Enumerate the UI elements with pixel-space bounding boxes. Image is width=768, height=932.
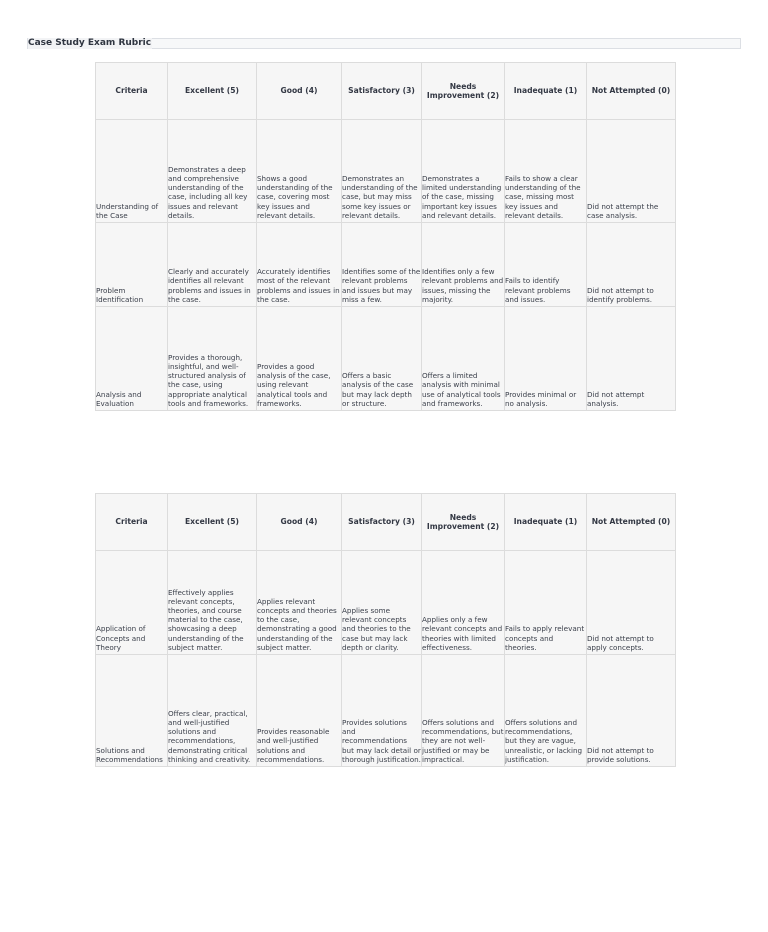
satisfactory-cell: Offers a basic analysis of the case but may lack depth or structure. (342, 307, 422, 411)
table-row (96, 551, 676, 655)
excellent-cell: Offers clear, practical, and well-justified solutions and recommendations, demonstrating critical thinking and creativity. (168, 655, 257, 767)
inadequate-cell: Provides minimal or no analysis. (505, 307, 587, 411)
inadequate-cell: Fails to apply relevant concepts and theories. (505, 551, 587, 655)
header-satisfactory: Satisfactory (3) (342, 63, 422, 120)
table-row (96, 307, 676, 411)
table-row (96, 120, 676, 223)
inadequate-cell: Offers solutions and recommendations, but they are vague, unrealistic, or lacking justification. (505, 655, 587, 767)
satisfactory-cell: Provides solutions and recommendations but may lack detail or thorough justification. (342, 655, 422, 767)
table-row (96, 223, 676, 307)
criteria-cell: Understanding of the Case (96, 120, 168, 223)
header-needs-improvement: Needs Improvement (2) (422, 494, 505, 551)
header-excellent: Excellent (5) (168, 494, 257, 551)
needs-improvement-cell: Offers solutions and recommendations, but they are not well-justified or may be impractical. (422, 655, 505, 767)
header-row (96, 63, 676, 120)
header-inadequate: Inadequate (1) (505, 494, 587, 551)
rubric-table-1 (95, 62, 676, 411)
good-cell: Provides reasonable and well-justified solutions and recommendations. (257, 655, 342, 767)
header-satisfactory: Satisfactory (3) (342, 494, 422, 551)
excellent-cell: Effectively applies relevant concepts, theories, and course material to the case, showcasing a deep understanding of the subject matter. (168, 551, 257, 655)
header-criteria: Criteria (96, 63, 168, 120)
header-not-attempted: Not Attempted (0) (587, 63, 676, 120)
criteria-cell: Solutions and Recommendations (96, 655, 168, 767)
criteria-cell: Analysis and Evaluation (96, 307, 168, 411)
criteria-cell: Problem Identification (96, 223, 168, 307)
inadequate-cell: Fails to identify relevant problems and issues. (505, 223, 587, 307)
not-attempted-cell: Did not attempt to provide solutions. (587, 655, 676, 767)
header-row (96, 494, 676, 551)
header-not-attempted: Not Attempted (0) (587, 494, 676, 551)
satisfactory-cell: Demonstrates an understanding of the case, but may miss some key issues or relevant details. (342, 120, 422, 223)
not-attempted-cell: Did not attempt the case analysis. (587, 120, 676, 223)
header-needs-improvement: Needs Improvement (2) (422, 63, 505, 120)
page-title: Case Study Exam Rubric (28, 38, 152, 48)
header-excellent: Excellent (5) (168, 63, 257, 120)
excellent-cell: Demonstrates a deep and comprehensive understanding of the case, including all key issues and relevant details. (168, 120, 257, 223)
not-attempted-cell: Did not attempt to apply concepts. (587, 551, 676, 655)
satisfactory-cell: Identifies some of the relevant problems and issues but may miss a few. (342, 223, 422, 307)
not-attempted-cell: Did not attempt to identify problems. (587, 223, 676, 307)
needs-improvement-cell: Demonstrates a limited understanding of the case, missing important key issues and relevant details. (422, 120, 505, 223)
good-cell: Shows a good understanding of the case, covering most key issues and relevant details. (257, 120, 342, 223)
criteria-cell: Application of Concepts and Theory (96, 551, 168, 655)
header-inadequate: Inadequate (1) (505, 63, 587, 120)
inadequate-cell: Fails to show a clear understanding of the case, missing most key issues and relevant details. (505, 120, 587, 223)
excellent-cell: Clearly and accurately identifies all relevant problems and issues in the case. (168, 223, 257, 307)
table-row (96, 655, 676, 767)
header-criteria: Criteria (96, 494, 168, 551)
satisfactory-cell: Applies some relevant concepts and theories to the case but may lack depth or clarity. (342, 551, 422, 655)
header-good: Good (4) (257, 63, 342, 120)
needs-improvement-cell: Offers a limited analysis with minimal use of analytical tools and frameworks. (422, 307, 505, 411)
good-cell: Applies relevant concepts and theories to the case, demonstrating a good understanding of the subject matter. (257, 551, 342, 655)
good-cell: Accurately identifies most of the relevant problems and issues in the case. (257, 223, 342, 307)
needs-improvement-cell: Identifies only a few relevant problems and issues, missing the majority. (422, 223, 505, 307)
rubric-table-2 (95, 493, 676, 767)
excellent-cell: Provides a thorough, insightful, and well-structured analysis of the case, using appropriate analytical tools and frameworks. (168, 307, 257, 411)
not-attempted-cell: Did not attempt analysis. (587, 307, 676, 411)
header-good: Good (4) (257, 494, 342, 551)
good-cell: Provides a good analysis of the case, using relevant analytical tools and frameworks. (257, 307, 342, 411)
needs-improvement-cell: Applies only a few relevant concepts and theories with limited effectiveness. (422, 551, 505, 655)
